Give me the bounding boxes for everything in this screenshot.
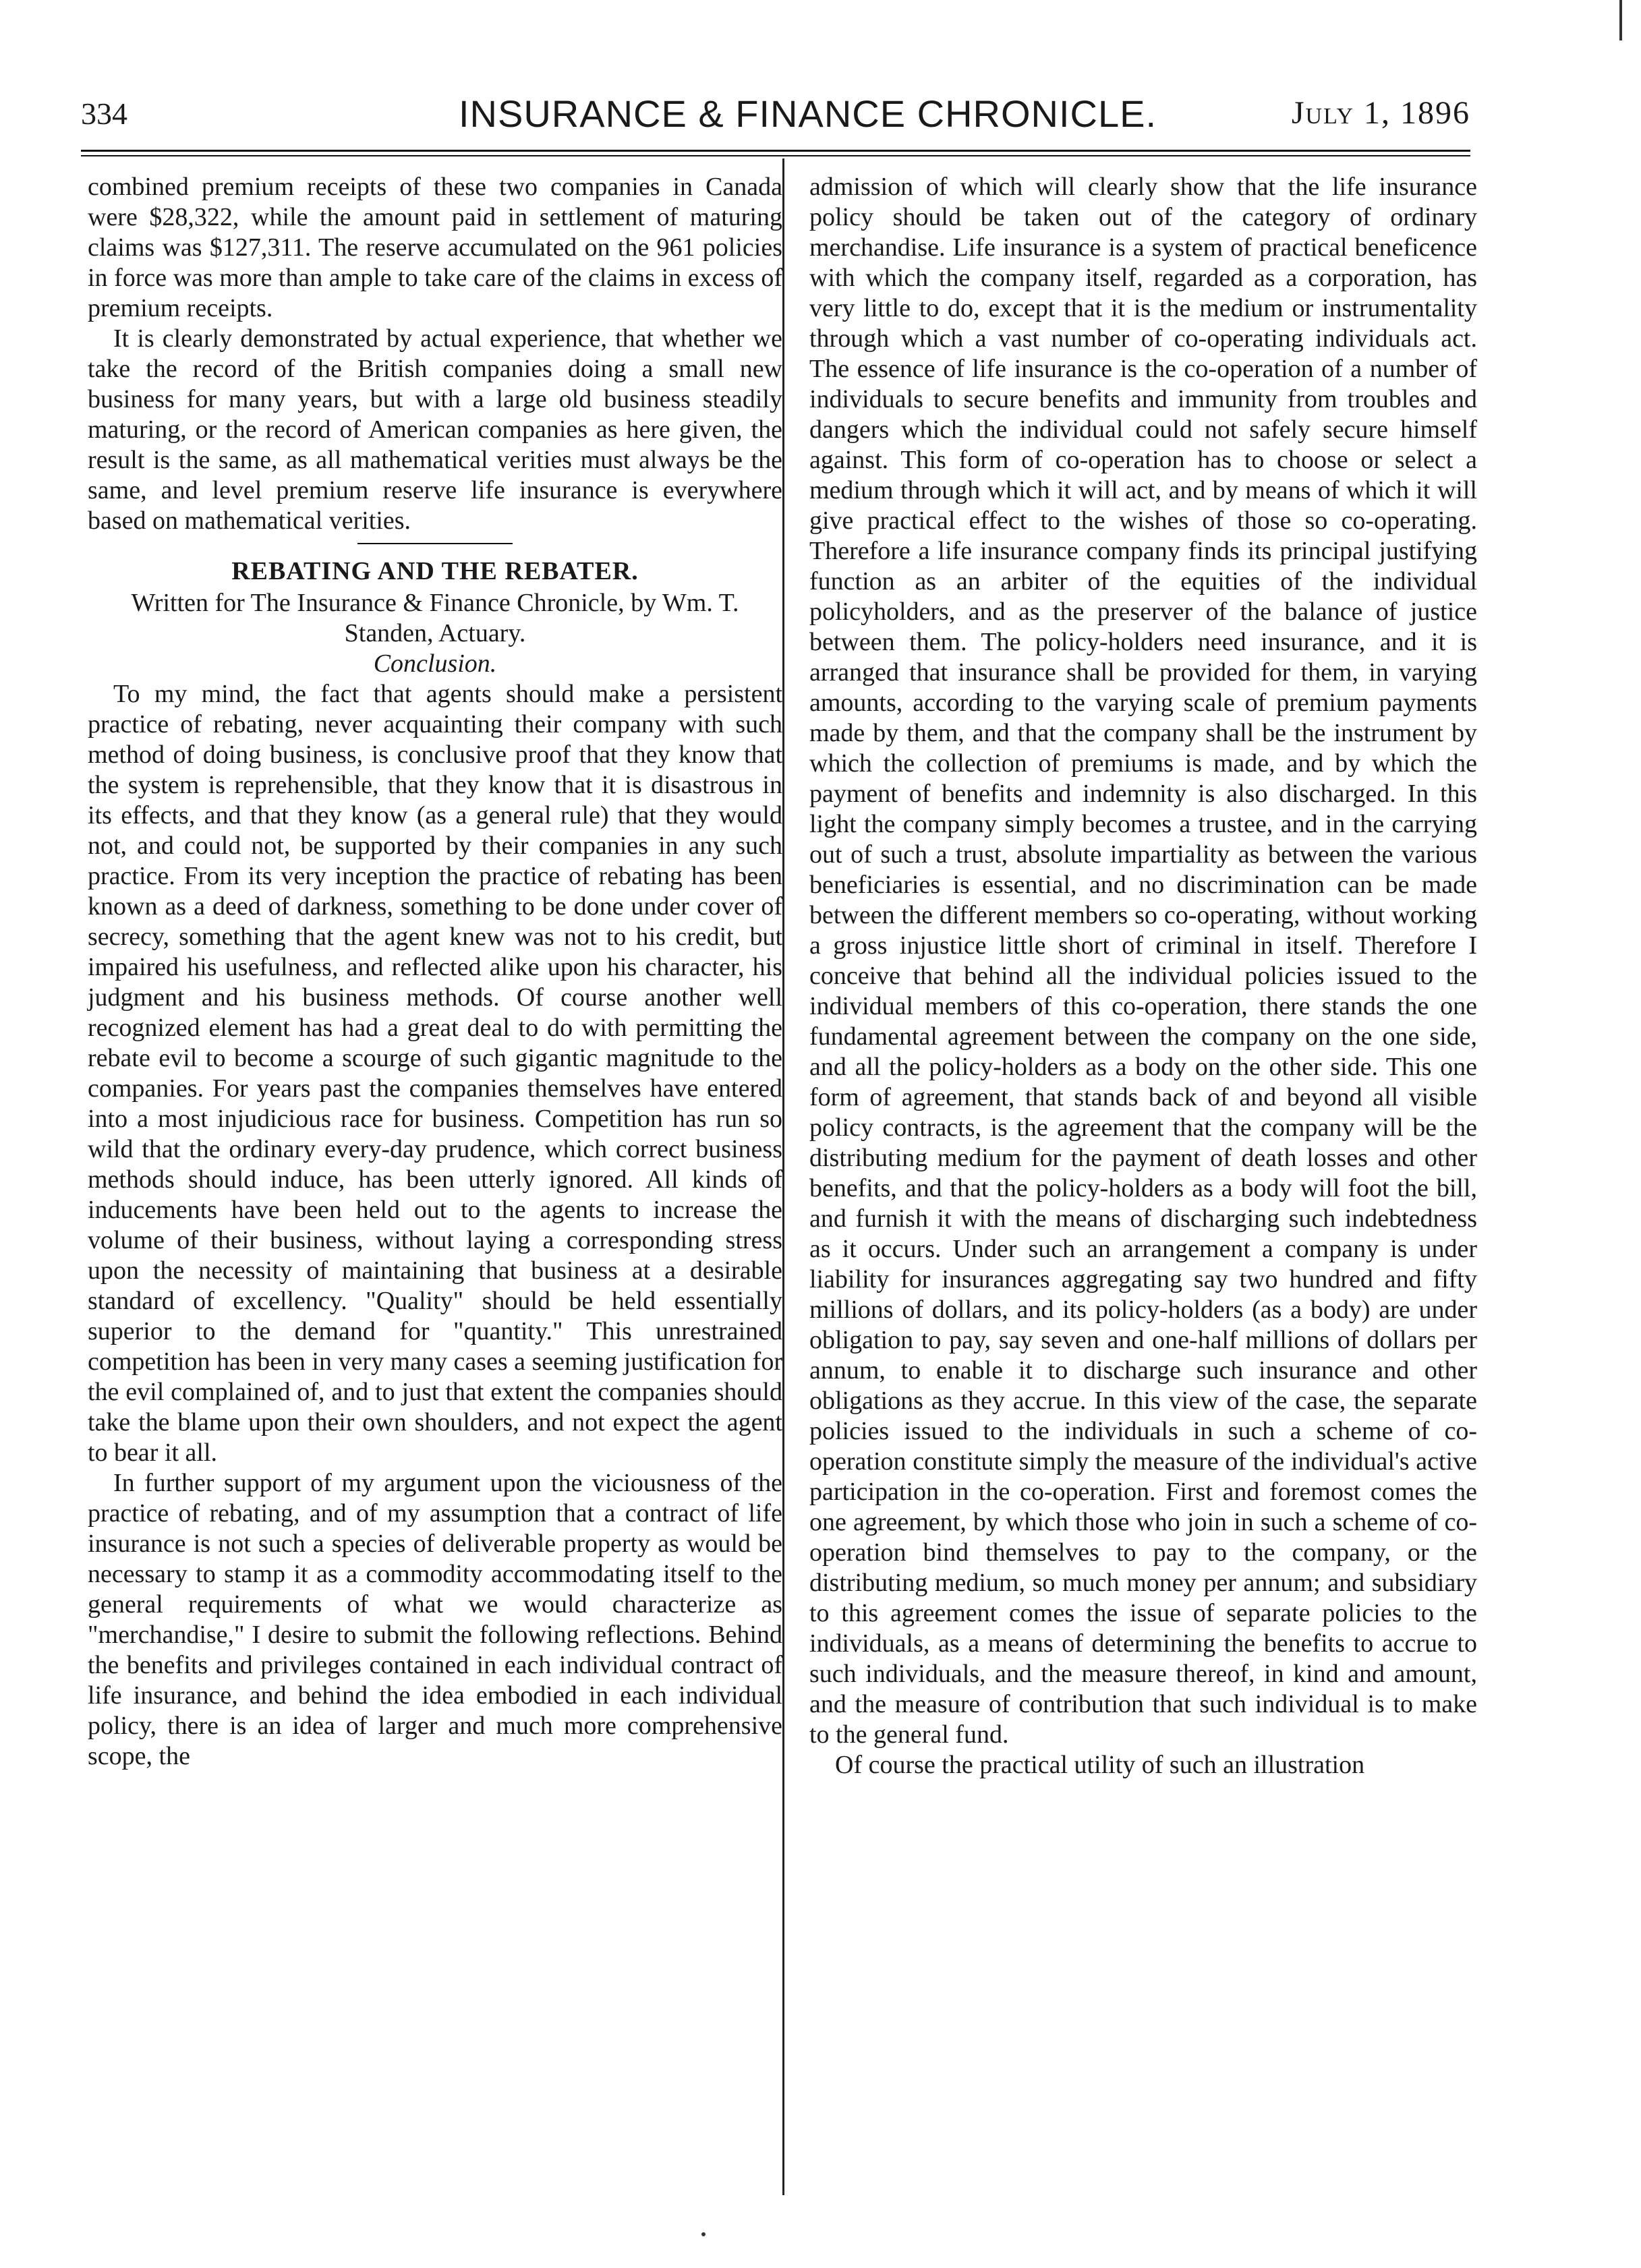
column-divider [782,158,784,2195]
paragraph: To my mind, the fact that agents should make a persistent practice of rebating, never acquainting their company with such method of doing business, is conclusive proof that they know that the system is reprehensible, that they know that it is disastrous in its effects, and that they know (as a general rule) that they would not, and could not, be supported by their companies in any such practice. From its very inception the practice of rebating has been known as a deed of darkness, something to be done under cover of secrecy, something that the agent knew was not to his credit, but impaired his usefulness, and reflected alike upon his character, his judgment and his business methods. Of course another well recognized element has had a great deal to do with permitting the rebate evil to become a scourge of such gigantic magnitude to the companies. For years past the companies themselves have entered into a most injudicious race for business. Competition has run so wild that the ordinary every-day prudence, which correct business methods should induce, has been utterly ignored. All kinds of inducements have been held out to the agents to increase the volume of their business, without laying a corresponding stress upon the necessity of maintaining that business at a desirable standard of excellency. "Quality" should be held essentially superior to the demand for "quantity." This unrestrained competition has been in very many cases a seeming justification for the evil complained of, and to just that extent the companies should take the blame upon their own shoulders, and not expect the agent to bear it all. [88,680,782,1467]
paragraph-continuation: combined premium receipts of these two companies in Canada were $28,322, while the amount paid in settlement of maturing claims was $127,311. The reserve accumulated on the 961 policies in force was more than ample to take care of the claims in excess of premium receipts. [88,173,782,322]
article-title: REBATING AND THE REBATER. [231,557,639,585]
page-header [81,88,1470,148]
paragraph-continuation: admission of which will clearly show that the life insurance policy should be taken out of the category of ordinary merchandise. Life insurance is a system of practical beneficence with which the company itself, regarded as a corporation, has very little to do, except that it is the medium or instrumentality through which a vast number of co-operating individuals act. The essence of life insurance is the co-operation of a number of individuals to secure benefits and immunity from troubles and dangers which the individual could not safely secure himself against. This form of co-operation has to choose or select a medium through which it will act, and by means of which it will give practical effect to the wishes of those so co-operating. Therefore a life insurance company finds its principal justifying function as an arbiter of the equities of the individual policyholders, and as the preserver of the balance of justice between them. The policy-holders need insurance, and it is arranged that insurance shall be provided for them, in varying amounts, according to the varying scale of premium payments made by them, and that the company shall be the instrument by which the collection of premiums is made, and by which the payment of benefits and indemnity is also discharged. In this light the company simply becomes a trustee, and in the carrying out of such a trust, absolute impartiality as between the various beneficiaries is essential, and no discrimination can be made between the different members so co-operating, without working a gross injustice little short of criminal in itself. Therefore I conceive that behind all the individual policies issued to the individual members of this co-operation, there stands the one fundamental agreement between the company on the one side, and all the policy-holders as a body on the other side. This one form of agreement, that stands back of and beyond all visible policy contracts, is the agreement that the company will be the distributing medium for the payment of death losses and other benefits, and that the policy-holders as a body will foot the bill, and furnish it with the means of discharging such indebtedness as it occurs. Under such an arrangement a company is under liability for insurances aggregating say two hundred and fifty millions of dollars, and its policy-holders (as a body) are under obligation to pay, say seven and one-half millions of dollars per annum, to enable it to discharge such insurance and other obligations as they accrue. In this view of the case, the separate policies issued to the individuals in such a scheme of co-operation constitute simply the measure of the individual's active participation in the co-operation. First and foremost comes the one agreement, by which those who join in such a scheme of co-operation bind themselves to pay to the company, or the distributing medium, so much money per annum; and subsidiary to this agreement comes the issue of separate policies to the individuals, as a means of determining the benefits to accrue to such individuals, and the measure thereof, in kind and amount, and the measure of contribution that such individual is to make to the general fund. [809,173,1477,1749]
issue-date: July 1, 1896 [1291,95,1470,131]
paragraph: It is clearly demonstrated by actual experience, that whether we take the record of the British companies doing a small new business for many years, but with a large old business steadily maturing, or the record of American companies as here given, the result is the same, as all mathematical verities must always be the same, and level premium reserve life insurance is everywhere based on mathematical verities. [88,324,782,535]
paragraph: In further support of my argument upon the viciousness of the practice of rebating, and of my assumption that a contract of life insurance is not such a species of deliverable property as would be necessary to stamp it as a commodity accommodating itself to the general requirements of what we would characterize as "merchandise," I desire to submit the following reflections. Behind the benefits and privileges contained in each individual contract of life insurance, and behind the idea embodied in each individual policy, there is an idea of larger and much more comprehensive scope, the [88,1469,782,1770]
journal-title: INSURANCE & FINANCE CHRONICLE. [459,92,1157,135]
article-byline: Written for The Insurance & Finance Chronicle, by Wm. T. Standen, Actuary. [131,589,739,647]
article-section-label: Conclusion. [373,649,497,678]
page-number: 334 [81,96,127,131]
scan-edge-mark [1619,0,1622,40]
article-separator [357,543,513,544]
header-rule-secondary [81,155,1470,156]
left-column [88,172,782,1772]
paragraph: Of course the practical utility of such an illustration [835,1751,1365,1779]
header-rule [81,150,1470,152]
right-column [809,172,1477,1780]
scan-speck [701,2232,706,2236]
